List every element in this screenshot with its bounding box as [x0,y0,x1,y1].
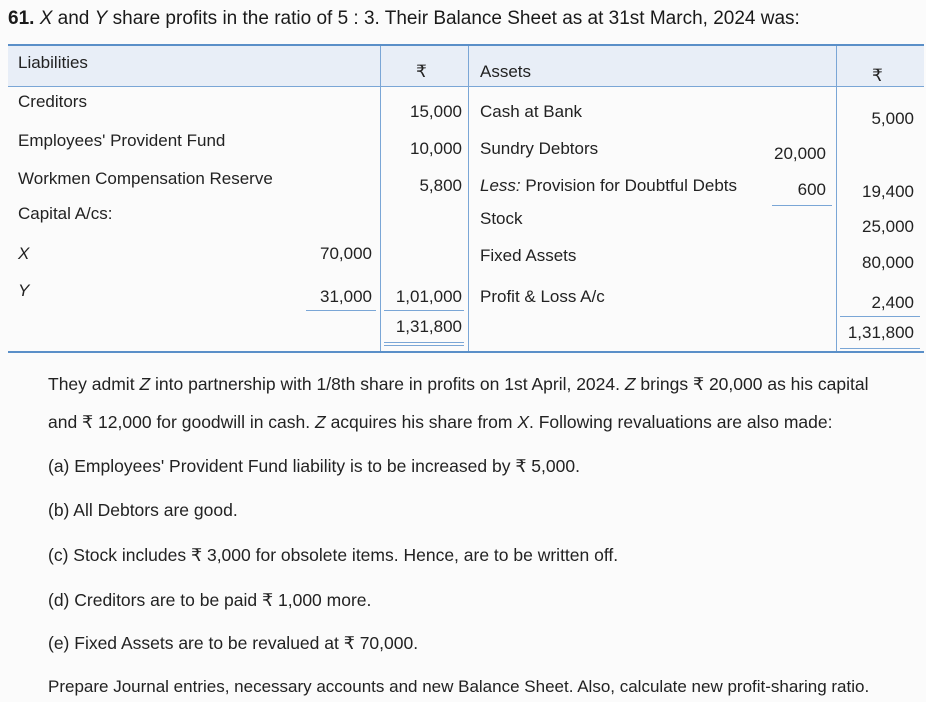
admission-paragraph-line1: They admit Z into partnership with 1/8th share in profits on 1st April, 2024. Z brings ₹ 20,000 as his capital [48,374,869,394]
divider-asset-amount [836,46,837,352]
debtors-net-rule [772,205,832,206]
asset-fixed-assets: Fixed Assets [480,246,577,265]
liability-epf: Employees' Provident Fund [18,131,226,150]
header-asset-amount: ₹ [872,66,883,85]
table-bottom-rule [8,351,924,353]
divider-middle [468,46,469,352]
asset-pl-amount: 2,400 [871,293,914,312]
asset-stock: Stock [480,209,523,228]
table-top-rule [8,44,924,46]
liability-capital-x: X [18,244,30,263]
asset-debtors-gross: 20,000 [774,144,826,163]
liability-capital-x-amount: 70,000 [320,244,372,263]
header-assets: Assets [480,62,532,81]
liability-creditors-amount: 15,000 [410,102,462,121]
header-liabilities: Liabilities [18,53,88,72]
table-header-band [8,46,924,86]
liability-wcr: Workmen Compensation Reserve [18,169,273,188]
liability-epf-amount: 10,000 [410,139,462,158]
asset-cash-at-bank: Cash at Bank [480,102,583,121]
liability-creditors: Creditors [18,92,87,111]
header-rule [8,86,924,87]
capital-subtotal-rule [306,310,376,311]
revaluation-item-d: (d) Creditors are to be paid ₹ 1,000 more. [48,590,372,610]
liab-total-underline-2 [384,345,464,346]
asset-provision-row: Less: Provision for Doubtful Debts [480,176,738,195]
asset-fixed-amount: 80,000 [862,253,914,272]
partner-y: Y [94,8,108,29]
liab-total-rule [384,310,464,311]
question-number: 61. [8,8,35,29]
asset-provision-amount: 600 [797,180,826,199]
question-heading: 61. X and Y share profits in the ratio of 5 : 3. Their Balance Sheet as at 31st March, 2024 was: [8,8,800,29]
asset-cash-amount: 5,000 [871,109,914,128]
asset-stock-amount: 25,000 [862,217,914,236]
liability-capital-y: Y [18,281,30,300]
asset-total-rule [840,316,920,317]
liability-total: 1,31,800 [395,317,462,336]
admission-paragraph-line2: and ₹ 12,000 for goodwill in cash. Z acquires his share from X. Following revaluations are also made: [48,412,833,432]
final-instruction: Prepare Journal entries, necessary accounts and new Balance Sheet. Also, calculate new profit-sharing ratio. [48,677,870,696]
revaluation-item-a: (a) Employees' Provident Fund liability is to be increased by ₹ 5,000. [48,456,580,476]
asset-sundry-debtors: Sundry Debtors [480,139,599,158]
liability-capital-total: 1,01,000 [395,287,462,306]
liability-capital-heading: Capital A/cs: [18,204,113,223]
revaluation-item-b: (b) All Debtors are good. [48,500,238,520]
divider-liab-amount [380,46,381,352]
asset-profit-loss: Profit & Loss A/c [480,287,605,306]
header-liab-amount: ₹ [416,62,427,81]
liability-capital-y-amount: 31,000 [320,287,372,306]
liab-total-underline-1 [384,342,464,343]
asset-total-underline-1 [840,348,920,349]
revaluation-item-e: (e) Fixed Assets are to be revalued at ₹ 70,000. [48,633,419,653]
revaluation-item-c: (c) Stock includes ₹ 3,000 for obsolete items. Hence, are to be written off. [48,545,619,565]
partner-x: X [39,8,53,29]
asset-total: 1,31,800 [847,323,914,342]
asset-debtors-net: 19,400 [862,182,914,201]
liability-wcr-amount: 5,800 [419,176,462,195]
